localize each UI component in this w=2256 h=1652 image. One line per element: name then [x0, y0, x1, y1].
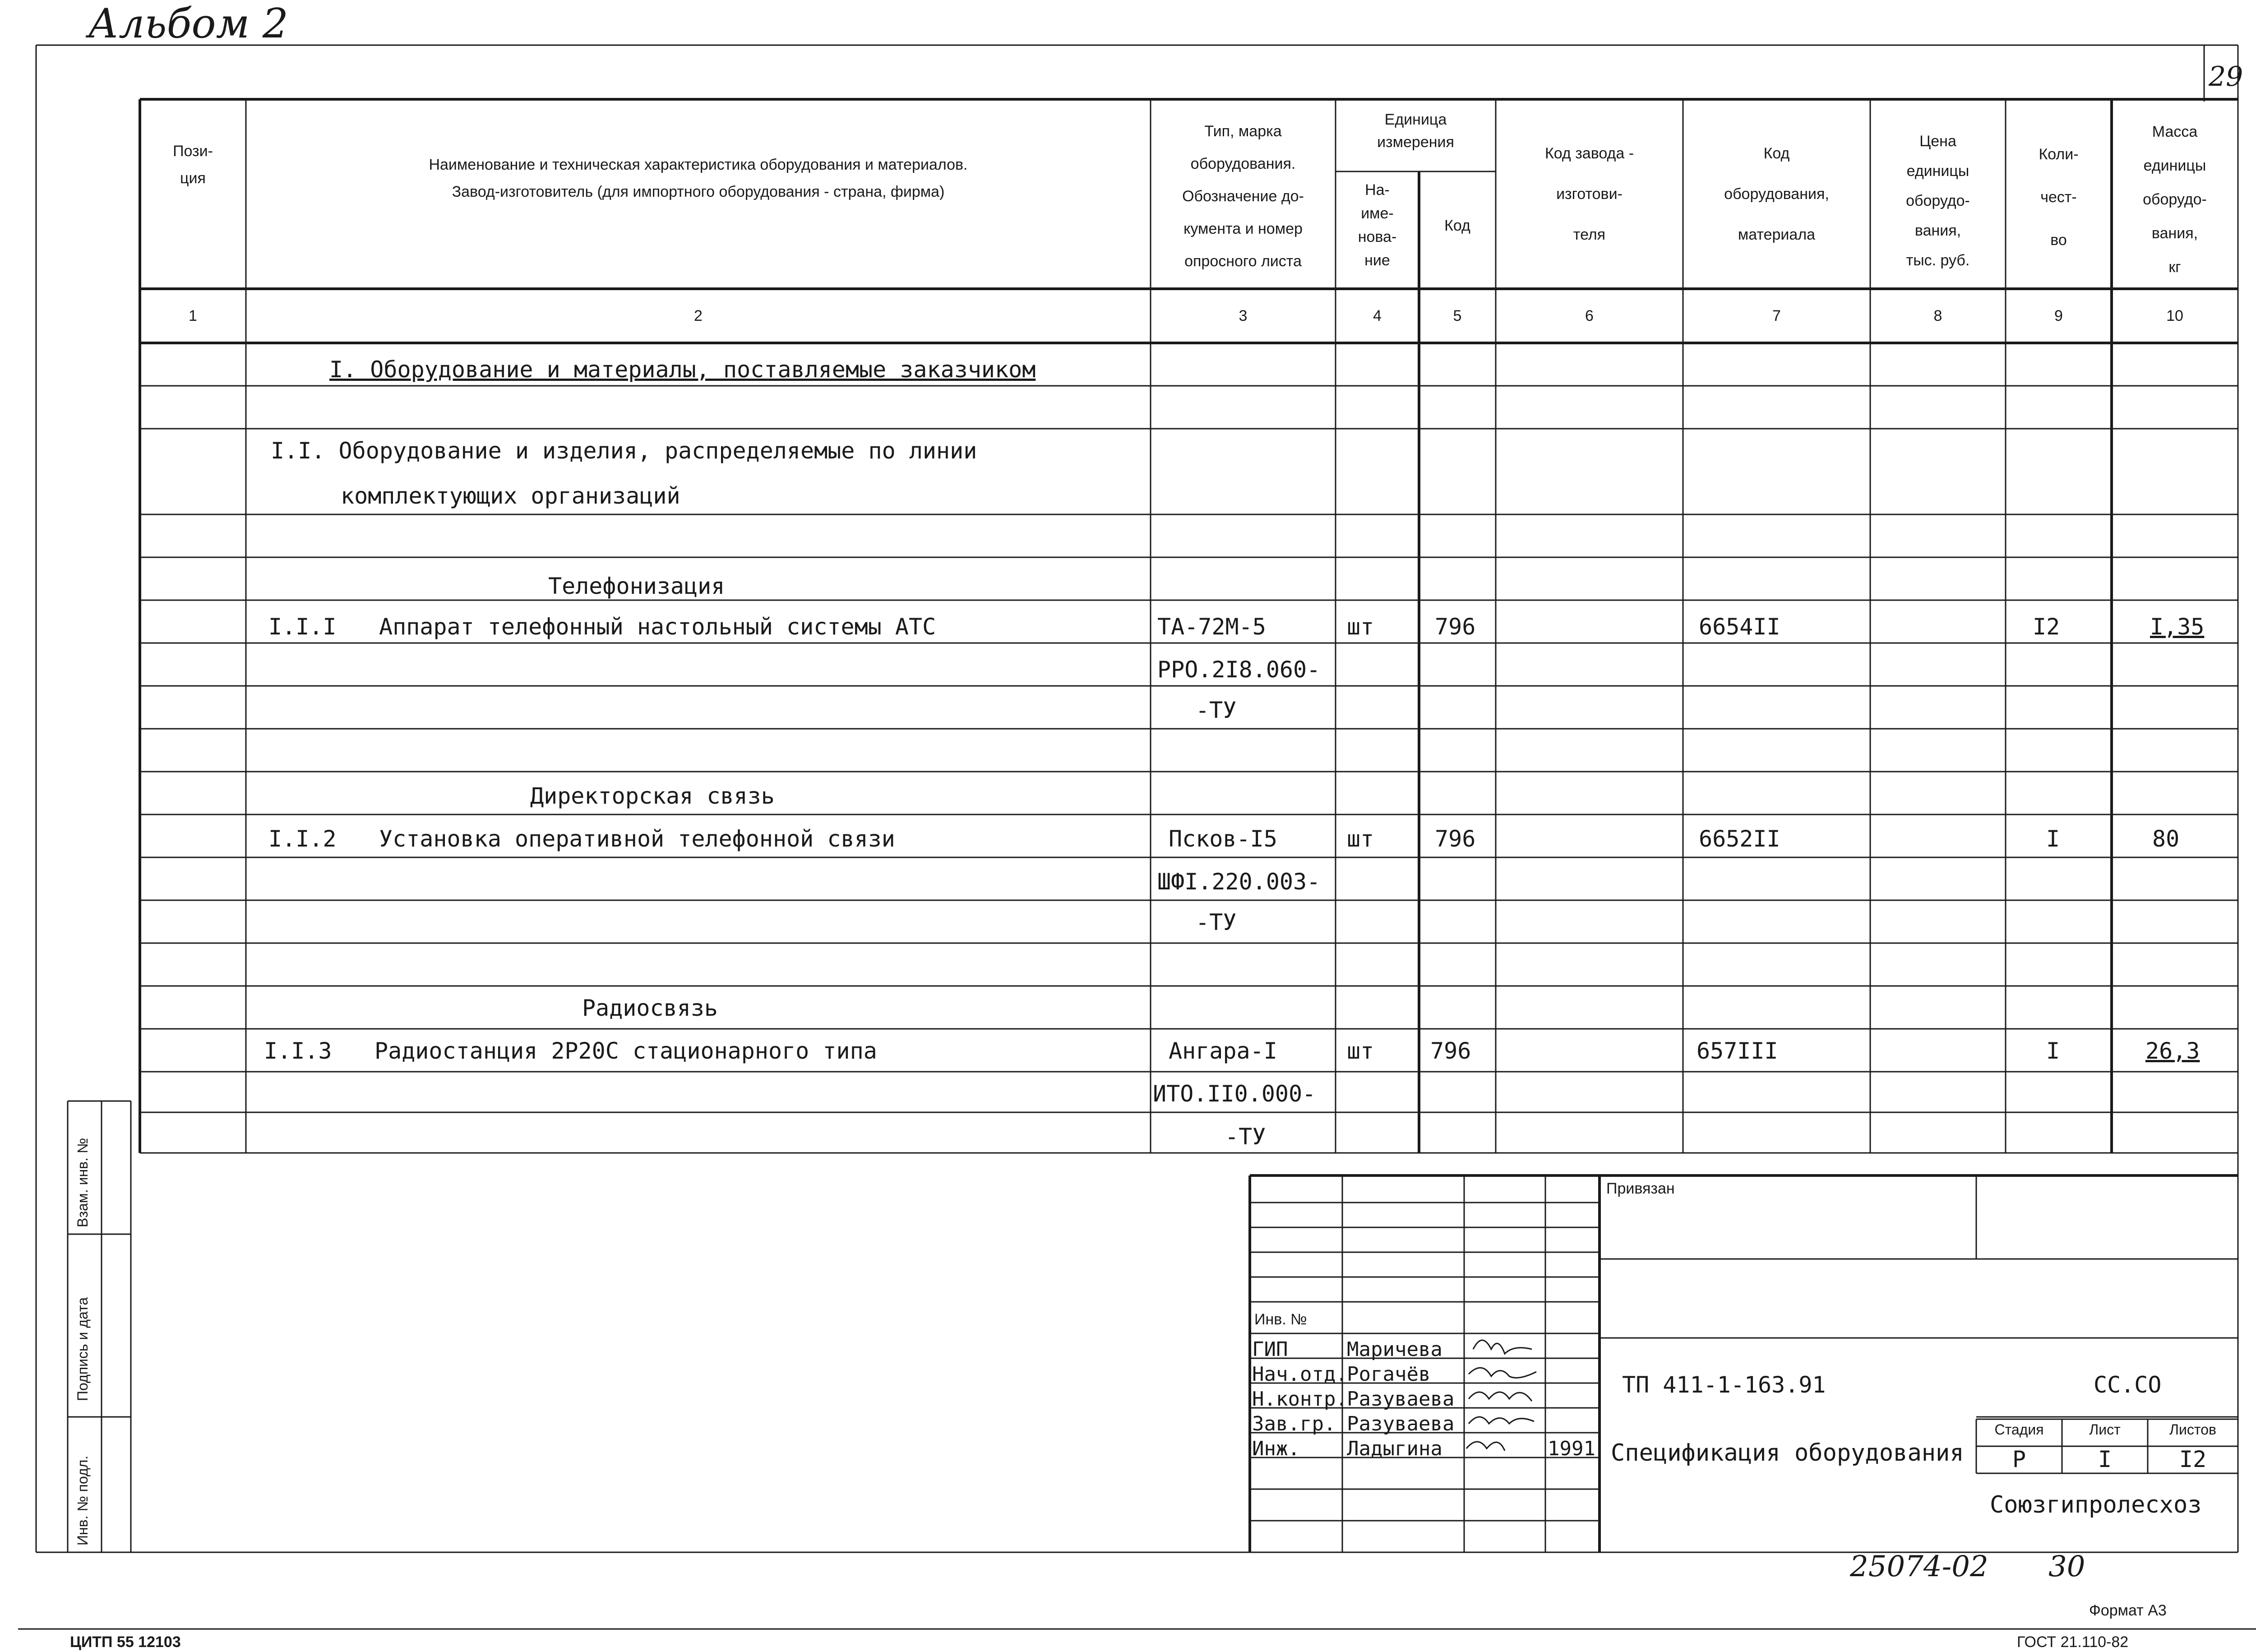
item-equipment-code: 657III — [1697, 1038, 1778, 1064]
document-code: СС.СО — [2094, 1372, 2162, 1398]
item-quantity: I — [2046, 1038, 2060, 1064]
sign-name: Разуваева — [1347, 1388, 1455, 1411]
col-header-quantity: Коли- чест- во — [2039, 146, 2079, 249]
sheets-value: I2 — [2179, 1446, 2207, 1472]
col-number: 9 — [2054, 307, 2063, 324]
item-unit-code: 796 — [1435, 614, 1476, 640]
item-name: Аппарат телефонный настольный системы АТС — [379, 614, 936, 640]
sign-name: Разуваева — [1347, 1412, 1455, 1435]
item-type-mark: ТА-72М-5 — [1157, 614, 1266, 640]
document-designation: ТП 411-1-163.91 — [1622, 1372, 1826, 1398]
col-header-unit-group: Единица измерения — [1377, 111, 1454, 151]
stage-value: Р — [2012, 1446, 2026, 1472]
sign-name: Маричева — [1347, 1338, 1442, 1361]
item-unit-name: шт — [1347, 826, 1374, 852]
col-header-name: Наименование и техническая характеристика оборудования и материалов. Завод-изготовитель (для импортного оборудования - страна, фирма) — [429, 156, 968, 200]
sign-name: Рогачёв — [1347, 1363, 1431, 1386]
paper-format: Формат А3 — [2089, 1602, 2167, 1619]
item-type-mark: Псков-I5 — [1169, 826, 1277, 852]
page-number: 30 — [2048, 1550, 2085, 1583]
item-unit-name: шт — [1347, 614, 1374, 640]
col-number: 5 — [1453, 307, 1462, 324]
organization-name: Союзгипролесхоз — [1990, 1491, 2202, 1518]
col-header-price: Цена единицы оборудо- вания, тыс. руб. — [1906, 133, 1970, 269]
col-header-equipment-code: Код оборудования, материала — [1724, 145, 1829, 243]
item-position: I.I.I — [268, 614, 337, 640]
item-document-suffix: -ТУ — [1225, 1124, 1266, 1150]
sheets-label: Листов — [2169, 1421, 2216, 1438]
col-number: 7 — [1772, 307, 1781, 324]
item-equipment-code: 6652II — [1699, 826, 1780, 852]
item-document-number: PPO.2I8.060- — [1157, 657, 1321, 683]
sheet-value: I — [2098, 1446, 2112, 1472]
document-title: Спецификация оборудования — [1611, 1439, 1964, 1467]
col-number: 3 — [1239, 307, 1248, 324]
col-header-unit-code: Код — [1444, 217, 1470, 234]
side-stamp-inv-podl: Инв. № подл. — [74, 1455, 91, 1546]
col-header-mass: Масса единицы оборудо- вания, кг — [2143, 123, 2207, 276]
col-number: 8 — [1933, 307, 1942, 324]
sheet-label: Лист — [2089, 1421, 2121, 1438]
item-unit-code: 796 — [1435, 826, 1476, 852]
handwritten-signatures — [1464, 1331, 1545, 1462]
item-mass: 80 — [2152, 826, 2180, 852]
privyazan-label: Привязан — [1606, 1180, 1675, 1197]
col-number: 4 — [1373, 307, 1382, 324]
item-name: Радиостанция 2Р20С стационарного типа — [374, 1038, 877, 1064]
col-number: 2 — [694, 307, 703, 324]
sign-role: ГИП — [1252, 1338, 1288, 1361]
group-title: Радиосвязь — [582, 995, 718, 1021]
item-document-suffix: -ТУ — [1196, 909, 1237, 935]
side-stamp-signature-date: Подпись и дата — [74, 1297, 91, 1401]
item-document-suffix: -ТУ — [1196, 697, 1237, 723]
item-unit-name: шт — [1347, 1038, 1374, 1064]
sign-role: Нач.отд. — [1252, 1363, 1348, 1386]
sign-date: 1991 — [1548, 1437, 1595, 1460]
subsection-title-line1: I.I. Оборудование и изделия, распределяемые по линии — [271, 438, 977, 464]
item-quantity: I — [2046, 826, 2060, 852]
side-stamp-replaced-inv: Взам. инв. № — [74, 1138, 91, 1227]
item-mass: 26,3 — [2145, 1038, 2200, 1064]
item-document-number: ШФI.220.003- — [1157, 869, 1321, 895]
archive-number: 25074-02 — [1850, 1550, 1988, 1583]
sign-name: Ладыгина — [1347, 1437, 1442, 1460]
item-name: Установка оперативной телефонной связи — [379, 826, 895, 852]
col-number: 10 — [2166, 307, 2183, 324]
item-document-number: ИТО.II0.000- — [1153, 1081, 1316, 1107]
col-number: 6 — [1585, 307, 1594, 324]
col-header-unit-name: На- име- нова- ние — [1358, 181, 1397, 269]
item-equipment-code: 6654II — [1699, 614, 1780, 640]
sign-role: Н.контр. — [1252, 1388, 1348, 1411]
inv-no-label: Инв. № — [1254, 1311, 1307, 1328]
col-header-type: Тип, марка оборудования. Обозначение до- кумента и номер опросного листа — [1182, 123, 1304, 270]
group-title: Директорская связь — [530, 783, 775, 809]
printer-code: ЦИТП 55 12103 — [70, 1633, 181, 1651]
section-title: I. Оборудование и материалы, поставляемые заказчиком — [329, 356, 1036, 383]
album-handwritten-label: Альбом 2 — [88, 0, 289, 47]
col-header-factory-code: Код завода - изготови- теля — [1544, 145, 1634, 243]
item-unit-code: 796 — [1430, 1038, 1471, 1064]
item-position: I.I.3 — [264, 1038, 332, 1064]
col-number: 1 — [189, 307, 197, 324]
item-quantity: I2 — [2033, 614, 2060, 640]
group-title: Телефонизация — [548, 573, 725, 599]
gost-code: ГОСТ 21.110-82 — [2017, 1633, 2129, 1651]
sign-role: Инж. — [1252, 1437, 1300, 1460]
subsection-title-line2: комплектующих организаций — [341, 483, 680, 509]
sheet-corner-number: 29 — [2209, 61, 2243, 93]
col-header-position: Пози- ция — [173, 143, 213, 187]
item-position: I.I.2 — [268, 826, 337, 852]
item-type-mark: Ангара-I — [1169, 1038, 1277, 1064]
stage-label: Стадия — [1994, 1421, 2044, 1438]
item-mass: I,35 — [2150, 614, 2205, 640]
sign-role: Зав.гр. — [1252, 1412, 1336, 1435]
